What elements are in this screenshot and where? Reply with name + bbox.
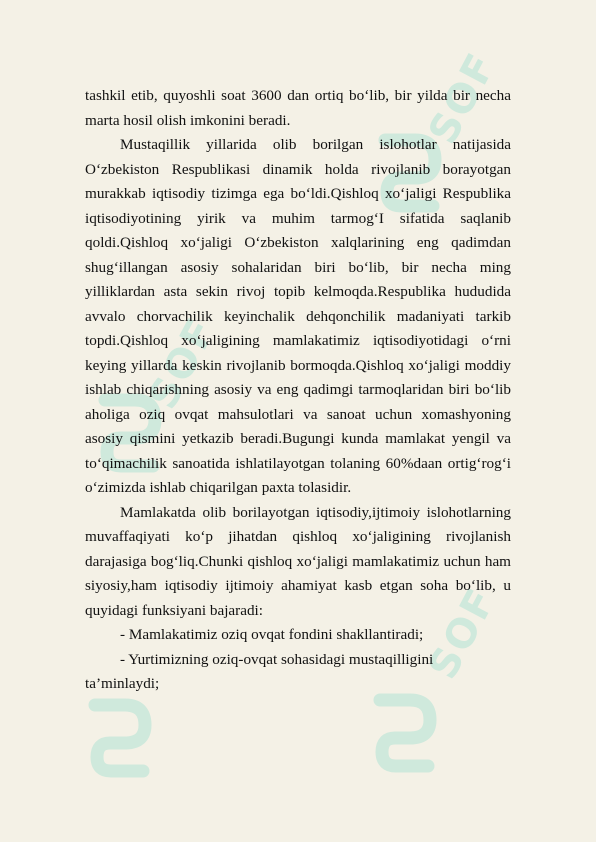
- paragraph: tashkil etib, quyoshli soat 3600 dan ortiq bo‘lib, bir yilda bir necha marta hosil olish imkonini beradi.: [85, 87, 511, 129]
- watermark-text: SOF: [420, 580, 506, 687]
- paragraph: Mustaqillik yillarida olib borilgan islohotlar natijasida O‘zbekiston Respublikasi dinamik holda rivojlanib borayotgan murakkab iqtisodiy tizimga ega bo‘ldi.Qishloq xo‘jaligi Respublika iqtisodiyotining yirik va muhim tarmog‘I sifatida saqlanib qoldi.Qishloq xo‘jaligi O‘zbekiston xalqlarining eng qadimdan shug‘illangan asosiy sohalaridan biri bo‘lib, bir necha ming yilliklardan asta sekin rivoj topib kelmoqda.Respublika hududida avvalo chorvachilik keyinchalik dehqonchilik madaniyati tarkib topdi.Qishloq xo‘jaligining mamlakatimiz iqtisodiyotidagi o‘rni keying yillarda keskin rivojlanib bormoqda.Qishloq xo‘jaligi moddiy ishlab chiqarishning asosiy va eng qadimgi tarmoqlaridan biri bo‘lib aholiga oziq ovqat mahsulotlari va sanoat uchun xomashyoning asosiy qismini yetkazib beradi.Bugungi kunda mamlakat yengil va to‘qimachilik sanoatida ishlatilayotgan tolaning 60%daan ortig‘rog‘i o‘zimizda ishlab chiqarilgan paxta tolasidir.: [85, 136, 511, 496]
- document-body: [85, 84, 511, 697]
- list-item: - Yurtimizning oziq-ovqat sohasidagi mustaqilligini ta’minlaydi;: [85, 650, 434, 692]
- paragraph: Mamlakatda olib borilayotgan iqtisodiy,ijtimoiy islohotlarning muvaffaqiyati ko‘p jihatdan qishloq xo‘jaligining rivojlanish darajasiga bog‘liq.Chunki qishloq xo‘jaligi mamlakatimiz uchun ham siyosiy,ham iqtisodiy ijtimoiy ahamiyat kasb etgan soha bo‘lib, u quyidagi funksiyani bajaradi:: [85, 503, 511, 619]
- sof-logo-icon: [85, 695, 155, 785]
- list-item: - Mamlakatimiz oziq ovqat fondini shakllantiradi;: [120, 626, 424, 643]
- watermark-text: SOF: [420, 45, 506, 152]
- sof-logo-icon: [370, 690, 440, 780]
- watermark-text: SOF: [140, 310, 226, 417]
